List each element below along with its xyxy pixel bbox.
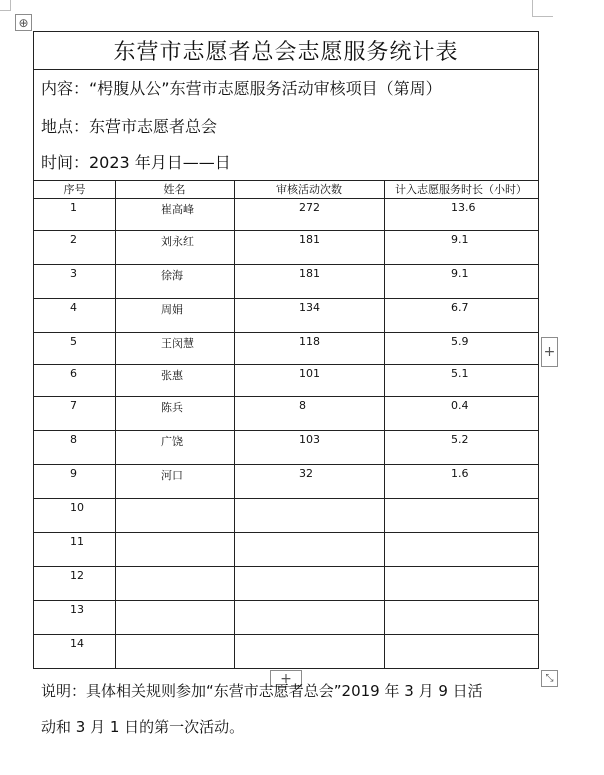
- header-index: 序号: [63, 183, 86, 196]
- cell-index[interactable]: 1: [70, 201, 77, 214]
- cell-hours[interactable]: 5.2: [451, 433, 469, 446]
- row-divider: [34, 332, 538, 333]
- cell-index[interactable]: 12: [70, 569, 84, 582]
- page-corner-mark: [532, 0, 553, 17]
- cell-hours[interactable]: 1.6: [451, 467, 469, 480]
- cell-hours[interactable]: 6.7: [451, 301, 469, 314]
- cell-count[interactable]: 118: [299, 335, 320, 348]
- cell-count[interactable]: 8: [299, 399, 306, 412]
- note-line-1: 说明：具体相关规则参加“东营市志愿者总会”2019 年 3 月 9 日活: [41, 682, 483, 700]
- cell-name[interactable]: 崔高峰: [161, 203, 194, 216]
- note-line-2: 动和 3 月 1 日的第一次活动。: [41, 718, 245, 736]
- row-divider: [34, 264, 538, 265]
- table-resize-icon[interactable]: ⤡: [541, 670, 558, 687]
- cell-hours[interactable]: 5.1: [451, 367, 469, 380]
- row-divider: [34, 230, 538, 231]
- location-line: 地点：东营市志愿者总会: [41, 117, 218, 136]
- column-divider: [384, 180, 385, 668]
- cell-index[interactable]: 14: [70, 637, 84, 650]
- cell-count[interactable]: 272: [299, 201, 320, 214]
- cell-count[interactable]: 32: [299, 467, 313, 480]
- cell-hours[interactable]: 5.9: [451, 335, 469, 348]
- cell-name[interactable]: 刘永红: [161, 235, 194, 248]
- cell-hours[interactable]: 0.4: [451, 399, 469, 412]
- column-divider: [115, 180, 116, 668]
- cell-index[interactable]: 10: [70, 501, 84, 514]
- row-divider: [34, 364, 538, 365]
- cell-index[interactable]: 2: [70, 233, 77, 246]
- cell-index[interactable]: 13: [70, 603, 84, 616]
- cell-count[interactable]: 181: [299, 267, 320, 280]
- cell-name[interactable]: 张惠: [161, 369, 183, 382]
- cell-index[interactable]: 6: [70, 367, 77, 380]
- add-column-button[interactable]: +: [541, 337, 558, 367]
- cell-hours[interactable]: 9.1: [451, 233, 469, 246]
- content-line: 内容：“枵腹从公”东营市志愿服务活动审核项目（第周）: [41, 79, 442, 98]
- cell-index[interactable]: 7: [70, 399, 77, 412]
- cell-hours[interactable]: 13.6: [451, 201, 476, 214]
- page-corner-mark: [0, 0, 11, 11]
- row-divider: [34, 298, 538, 299]
- row-divider: [34, 198, 538, 199]
- cell-hours[interactable]: 9.1: [451, 267, 469, 280]
- row-divider: [34, 464, 538, 465]
- cell-index[interactable]: 8: [70, 433, 77, 446]
- row-divider: [34, 600, 538, 601]
- stat-table: [33, 31, 539, 669]
- table-title: 东营市志愿者总会志愿服务统计表: [34, 32, 538, 70]
- header-count: 审核活动次数: [276, 183, 342, 196]
- cell-count[interactable]: 134: [299, 301, 320, 314]
- row-divider: [34, 498, 538, 499]
- row-divider: [34, 532, 538, 533]
- cell-count[interactable]: 103: [299, 433, 320, 446]
- column-divider: [234, 180, 235, 668]
- header-name: 姓名: [163, 183, 186, 196]
- cell-count[interactable]: 101: [299, 367, 320, 380]
- cell-count[interactable]: 181: [299, 233, 320, 246]
- cell-name[interactable]: 陈兵: [161, 401, 183, 414]
- cell-index[interactable]: 11: [70, 535, 84, 548]
- cell-name[interactable]: 河口: [161, 469, 183, 482]
- cell-name[interactable]: 广饶: [161, 435, 183, 448]
- row-divider: [34, 566, 538, 567]
- add-row-button[interactable]: +: [270, 670, 302, 687]
- data-grid: [34, 180, 538, 668]
- row-divider: [34, 430, 538, 431]
- row-divider: [34, 634, 538, 635]
- cell-name[interactable]: 徐海: [161, 269, 183, 282]
- table-move-icon[interactable]: ⊕: [15, 14, 32, 31]
- cell-name[interactable]: 王闵慧: [161, 337, 194, 350]
- row-divider: [34, 396, 538, 397]
- cell-name[interactable]: 周娟: [161, 303, 183, 316]
- header-hours: 计入志愿服务时长（小时）: [395, 183, 527, 196]
- time-line: 时间：2023 年月日——日: [41, 153, 231, 172]
- cell-index[interactable]: 4: [70, 301, 77, 314]
- cell-index[interactable]: 9: [70, 467, 77, 480]
- cell-index[interactable]: 5: [70, 335, 77, 348]
- cell-index[interactable]: 3: [70, 267, 77, 280]
